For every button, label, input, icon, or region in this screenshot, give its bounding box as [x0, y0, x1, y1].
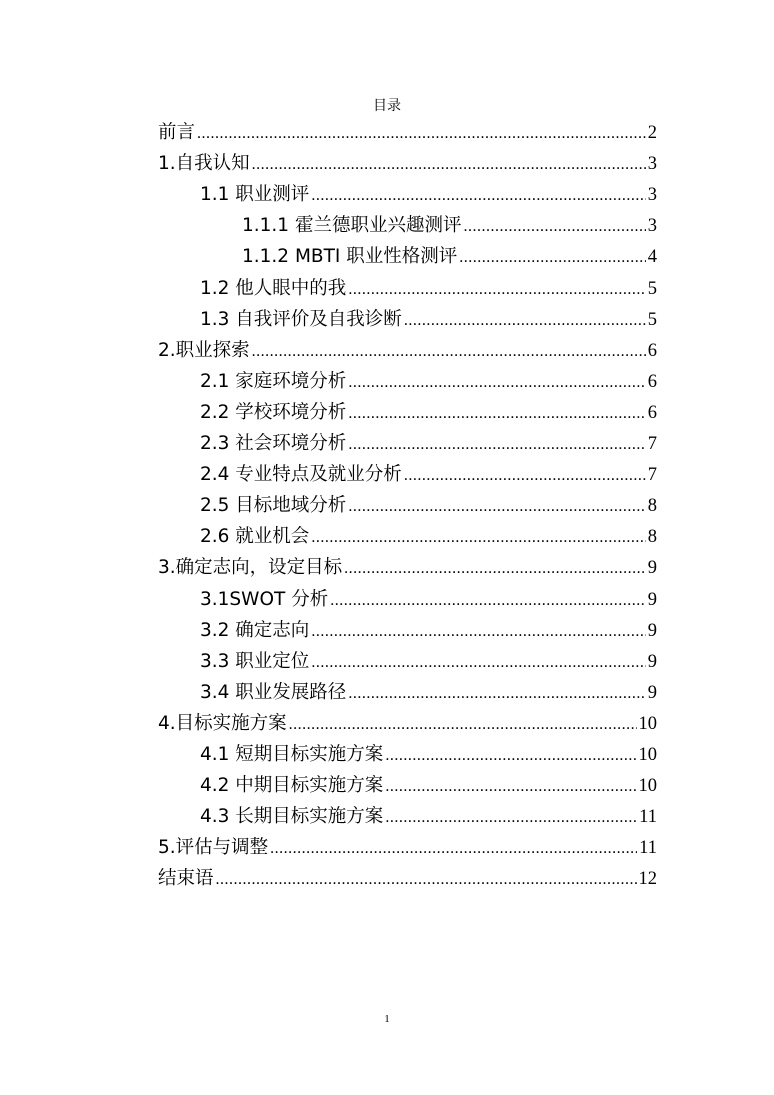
toc-entry-label: 1.3 自我评价及自我诊断: [200, 308, 402, 330]
toc-entry[interactable]: [158, 769, 657, 800]
toc-entry-label: 4.2 中期目标实施方案: [200, 775, 384, 797]
toc-entry[interactable]: [158, 551, 657, 582]
toc-entry-label: 3.3 职业定位: [200, 650, 310, 672]
toc-entry-page: 9: [647, 558, 657, 579]
toc-entry[interactable]: [158, 365, 657, 396]
dot-leader: [252, 343, 646, 365]
toc-entry[interactable]: [158, 707, 657, 738]
table-of-contents: [158, 116, 657, 893]
toc-entry-label: 5.评估与调整: [158, 837, 269, 859]
dot-leader: [270, 840, 637, 862]
toc-entry-page: 7: [647, 434, 657, 455]
toc-entry-label: 前言: [158, 122, 196, 144]
toc-entry-page: 9: [647, 682, 657, 703]
dot-leader: [348, 405, 645, 427]
dot-leader: [459, 249, 646, 271]
toc-entry[interactable]: [158, 178, 657, 209]
toc-entry[interactable]: [158, 271, 657, 302]
dot-leader: [344, 560, 646, 582]
toc-entry-label: 3.确定志向，设定目标: [158, 557, 343, 579]
toc-entry-label: 2.2 学校环境分析: [200, 401, 347, 423]
dot-leader: [385, 778, 636, 800]
dot-leader: [216, 871, 637, 893]
toc-entry[interactable]: [158, 334, 657, 365]
dot-leader: [311, 623, 645, 645]
dot-leader: [197, 125, 646, 147]
toc-entry-page: 10: [638, 776, 657, 797]
toc-entry-page: 3: [647, 154, 657, 175]
toc-entry[interactable]: [158, 614, 657, 645]
dot-leader: [348, 281, 645, 303]
toc-entry-label: 4.目标实施方案: [158, 712, 287, 734]
dot-leader: [463, 218, 645, 240]
dot-leader: [348, 498, 645, 520]
toc-entry-page: 12: [638, 869, 657, 890]
toc-title: 目录: [373, 98, 401, 114]
toc-entry-page: 8: [647, 496, 657, 517]
toc-entry-label: 2.4 专业特点及就业分析: [200, 464, 402, 486]
toc-entry-page: 5: [647, 309, 657, 330]
toc-entry-page: 4: [647, 247, 657, 268]
toc-entry[interactable]: [158, 676, 657, 707]
toc-entry-page: 9: [647, 620, 657, 641]
toc-entry-label: 4.1 短期目标实施方案: [200, 743, 384, 765]
toc-entry-page: 10: [638, 744, 657, 765]
toc-entry[interactable]: [158, 209, 657, 240]
toc-entry-page: 11: [639, 807, 657, 828]
toc-entry-label: 结束语: [158, 868, 214, 890]
dot-leader: [311, 187, 645, 209]
toc-entry-page: 9: [647, 651, 657, 672]
toc-entry-page: 9: [647, 589, 657, 610]
toc-entry[interactable]: [158, 427, 657, 458]
dot-leader: [348, 685, 645, 707]
toc-entry-page: 6: [647, 371, 657, 392]
toc-entry-label: 1.1.1 霍兰德职业兴趣测评: [242, 215, 462, 237]
toc-entry-label: 3.4 职业发展路径: [200, 681, 347, 703]
dot-leader: [348, 374, 645, 396]
toc-entry[interactable]: [158, 800, 657, 831]
toc-entry-page: 5: [647, 278, 657, 299]
toc-entry-page: 3: [647, 185, 657, 206]
toc-entry-label: 1.1.2 MBTI 职业性格测评: [242, 246, 458, 268]
toc-entry[interactable]: [158, 489, 657, 520]
toc-entry-page: 11: [639, 838, 657, 859]
page-number: 1: [384, 1013, 390, 1025]
dot-leader: [311, 529, 645, 551]
dot-leader: [404, 312, 646, 334]
toc-entry-label: 1.1 职业测评: [200, 184, 310, 206]
toc-entry[interactable]: [158, 116, 657, 147]
dot-leader: [311, 654, 645, 676]
toc-entry-page: 2: [647, 123, 657, 144]
toc-entry-label: 1.自我认知: [158, 153, 250, 175]
toc-entry[interactable]: [158, 303, 657, 334]
toc-entry[interactable]: [158, 831, 657, 862]
toc-entry-label: 2.1 家庭环境分析: [200, 370, 347, 392]
dot-leader: [404, 467, 646, 489]
toc-entry-page: 6: [647, 340, 657, 361]
toc-entry-label: 2.职业探索: [158, 339, 250, 361]
toc-entry[interactable]: [158, 396, 657, 427]
toc-entry-label: 3.2 确定志向: [200, 619, 310, 641]
dot-leader: [385, 747, 636, 769]
toc-entry-page: 8: [647, 527, 657, 548]
toc-entry-label: 2.5 目标地域分析: [200, 495, 347, 517]
toc-entry-label: 3.1SWOT 分析: [200, 588, 329, 610]
toc-entry[interactable]: [158, 458, 657, 489]
toc-entry-page: 3: [647, 216, 657, 237]
toc-entry-label: 2.6 就业机会: [200, 526, 310, 548]
dot-leader: [289, 716, 637, 738]
dot-leader: [330, 592, 646, 614]
toc-entry-page: 7: [647, 465, 657, 486]
toc-entry-label: 1.2 他人眼中的我: [200, 277, 347, 299]
toc-entry-label: 4.3 长期目标实施方案: [200, 806, 384, 828]
toc-entry[interactable]: [158, 582, 657, 613]
dot-leader: [385, 809, 637, 831]
toc-entry[interactable]: [158, 738, 657, 769]
dot-leader: [348, 436, 645, 458]
toc-entry-page: 6: [647, 402, 657, 423]
toc-entry[interactable]: [158, 240, 657, 271]
toc-entry[interactable]: [158, 147, 657, 178]
toc-entry-label: 2.3 社会环境分析: [200, 433, 347, 455]
toc-entry[interactable]: [158, 645, 657, 676]
toc-entry[interactable]: [158, 520, 657, 551]
dot-leader: [252, 156, 646, 178]
toc-entry[interactable]: [158, 862, 657, 893]
toc-entry-page: 10: [638, 713, 657, 734]
